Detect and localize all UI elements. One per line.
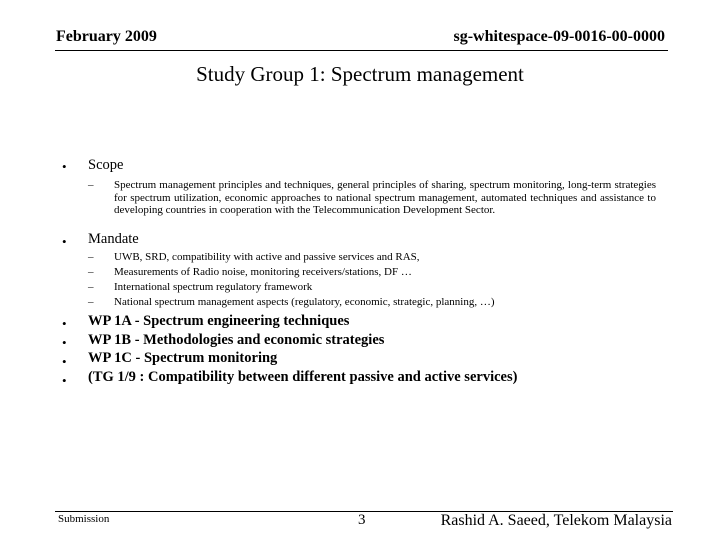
working-party-item: WP 1B - Methodologies and economic strategies bbox=[88, 332, 385, 348]
footer-author: Rashid A. Saeed, Telekom Malaysia bbox=[440, 512, 672, 529]
dash-icon: – bbox=[88, 266, 94, 278]
dash-icon: – bbox=[88, 179, 94, 191]
mandate-item: International spectrum regulatory framework bbox=[114, 281, 313, 293]
working-party-item: WP 1A - Spectrum engineering techniques bbox=[88, 313, 350, 329]
bullet-icon: • bbox=[62, 234, 67, 249]
mandate-item: National spectrum management aspects (regulatory, economic, strategic, planning, …) bbox=[114, 296, 495, 308]
mandate-label: Mandate bbox=[88, 231, 139, 247]
bullet-icon: • bbox=[62, 316, 67, 331]
page-number: 3 bbox=[358, 512, 366, 528]
working-party-item: (TG 1/9 : Compatibility between different passive and active services) bbox=[88, 369, 518, 385]
footer-submission: Submission bbox=[58, 513, 110, 525]
dash-icon: – bbox=[88, 296, 94, 308]
scope-description: Spectrum management principles and techniques, general principles of sharing, spectrum monitoring, long-term strategies for spectrum utilization, economic approaches to national spectrum management, automated techniques and assistance to developing countries in cooperation with the Telecommunication Development Sector. bbox=[114, 179, 656, 216]
header-doc-id: sg-whitespace-09-0016-00-0000 bbox=[453, 28, 665, 45]
mandate-item: Measurements of Radio noise, monitoring receivers/stations, DF … bbox=[114, 266, 412, 278]
dash-icon: – bbox=[88, 251, 94, 263]
header-date: February 2009 bbox=[56, 28, 157, 45]
bullet-icon: • bbox=[62, 354, 67, 369]
header-divider bbox=[55, 50, 668, 51]
working-party-item: WP 1C - Spectrum monitoring bbox=[88, 350, 278, 366]
mandate-item: UWB, SRD, compatibility with active and passive services and RAS, bbox=[114, 251, 420, 263]
bullet-icon: • bbox=[62, 373, 67, 388]
slide-title: Study Group 1: Spectrum management bbox=[196, 62, 524, 86]
dash-icon: – bbox=[88, 281, 94, 293]
scope-label: Scope bbox=[88, 157, 124, 173]
bullet-icon: • bbox=[62, 159, 67, 174]
bullet-icon: • bbox=[62, 335, 67, 350]
